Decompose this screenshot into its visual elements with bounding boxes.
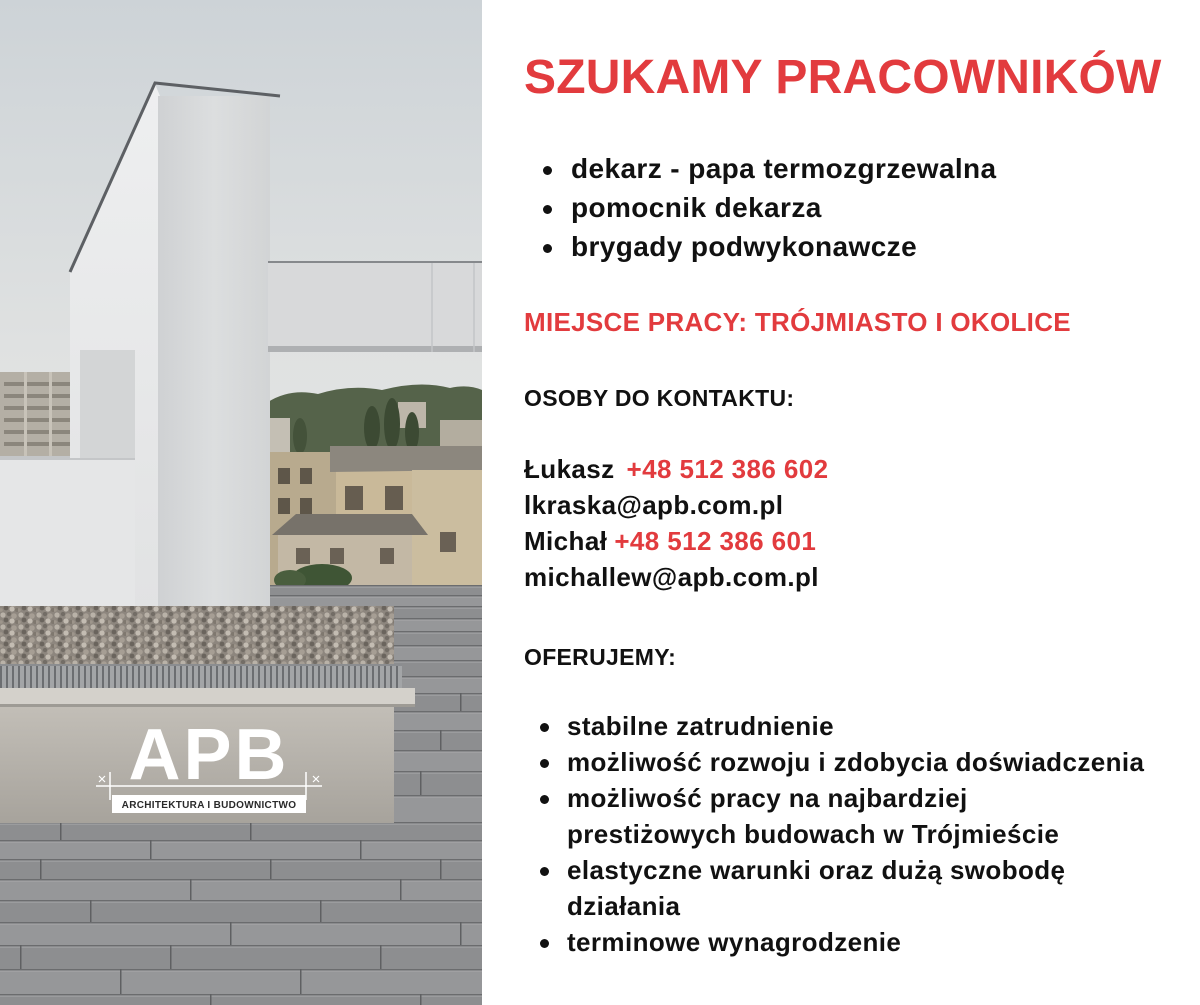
offer-item bbox=[536, 708, 1144, 744]
deck-plank-joint bbox=[0, 900, 482, 902]
deck-plank-end bbox=[270, 859, 272, 879]
deck-plank-joint bbox=[0, 922, 482, 924]
bullet-icon bbox=[543, 166, 552, 175]
planter-ledge-shadow bbox=[0, 704, 415, 707]
deck-plank-end bbox=[320, 900, 322, 922]
position-item bbox=[540, 149, 997, 188]
building-window bbox=[345, 486, 363, 510]
deck-plank bbox=[0, 969, 482, 994]
deck-plank-joint bbox=[0, 994, 482, 996]
beam bbox=[268, 262, 482, 352]
deck-plank bbox=[0, 922, 482, 945]
deck-plank-highlight bbox=[0, 971, 482, 972]
contacts-heading: OSOBY DO KONTAKTU: bbox=[524, 385, 795, 411]
pillar-front-face bbox=[158, 96, 270, 612]
offer-item-text: możliwość pracy na najbardziej bbox=[567, 783, 968, 813]
house-window bbox=[296, 548, 310, 564]
contact-phone: +48 512 386 601 bbox=[614, 526, 817, 556]
ad-content bbox=[482, 0, 1200, 1005]
deck-plank-end bbox=[170, 945, 172, 969]
block-pilaster bbox=[24, 372, 27, 462]
deck-plank-end bbox=[400, 879, 402, 900]
block-pilaster bbox=[49, 372, 52, 462]
deck-plank-joint bbox=[0, 879, 482, 881]
cypress-tree bbox=[384, 398, 400, 450]
bullet-icon bbox=[540, 867, 549, 876]
gravel-bed bbox=[0, 606, 394, 666]
deck-plank-end bbox=[380, 945, 382, 969]
deck-plank-highlight bbox=[0, 824, 482, 825]
offer-list bbox=[536, 708, 1144, 960]
cypress-tree bbox=[364, 406, 380, 450]
deck-plank-end bbox=[420, 994, 422, 1005]
deck-plank-end bbox=[460, 693, 462, 711]
offer-item bbox=[536, 852, 1144, 924]
house-roof bbox=[272, 514, 428, 535]
logo-tagline: ARCHITEKTURA I BUDOWNICTWO bbox=[121, 800, 297, 811]
contact-phone-row bbox=[524, 451, 828, 487]
offer-item-text: działania bbox=[567, 891, 681, 921]
offer-item-text: elastyczne warunki oraz dużą swobodę bbox=[567, 855, 1066, 885]
block-window-row bbox=[4, 394, 70, 398]
cypress-tree bbox=[293, 418, 307, 454]
deck-plank-end bbox=[250, 822, 252, 840]
deck-plank-highlight bbox=[0, 861, 482, 862]
contact-phone: +48 512 386 602 bbox=[626, 454, 829, 484]
offer-item-text: możliwość rozwoju i zdobycia doświadczenia bbox=[567, 747, 1145, 777]
deck-plank-end bbox=[120, 969, 122, 994]
deck-plank-end bbox=[210, 994, 212, 1005]
block-window-row bbox=[4, 418, 70, 422]
deck-plank-end bbox=[360, 840, 362, 859]
bullet-icon bbox=[540, 795, 549, 804]
deck-plank bbox=[0, 840, 482, 859]
contacts-block bbox=[524, 451, 828, 595]
position-label: brygady podwykonawcze bbox=[571, 231, 918, 262]
building-window bbox=[300, 498, 312, 514]
deck-plank-joint bbox=[0, 945, 482, 947]
deck-plank-joint bbox=[0, 859, 482, 861]
deck-plank bbox=[0, 879, 482, 900]
deck-plank-end bbox=[190, 879, 192, 900]
deck-plank-end bbox=[40, 859, 42, 879]
building-roof-edge bbox=[330, 446, 482, 472]
block-window-row bbox=[4, 430, 70, 434]
frame-inner-face bbox=[80, 350, 135, 458]
deck-plank-joint bbox=[0, 969, 482, 971]
bullet-icon bbox=[540, 759, 549, 768]
building-window bbox=[278, 468, 290, 484]
deck-plank-end bbox=[90, 900, 92, 922]
deck-plank-highlight bbox=[0, 996, 482, 997]
distant-apartment-block bbox=[0, 372, 75, 462]
workplace-line: MIEJSCE PRACY: TRÓJMIASTO I OKOLICE bbox=[524, 307, 1071, 337]
offer-item-text: terminowe wynagrodzenie bbox=[567, 927, 902, 957]
deck-plank-highlight bbox=[0, 924, 482, 925]
planter-ledge bbox=[0, 688, 415, 706]
deck-plank-end bbox=[420, 771, 422, 795]
offer-item-text: prestiżowych budowach w Trójmieście bbox=[567, 819, 1060, 849]
building-window bbox=[300, 468, 312, 484]
bullet-icon bbox=[543, 244, 552, 253]
block-window-row bbox=[4, 442, 70, 446]
drainage-grate bbox=[0, 664, 402, 690]
position-label: pomocnik dekarza bbox=[571, 192, 822, 223]
deck-plank-end bbox=[150, 840, 152, 859]
offer-item bbox=[536, 924, 1144, 960]
town-buildings bbox=[268, 446, 482, 592]
deck-plank-end bbox=[440, 859, 442, 879]
town-building bbox=[412, 470, 482, 585]
rooftop-photo bbox=[0, 0, 482, 1005]
logo-mark: APB bbox=[128, 715, 290, 795]
house-window bbox=[330, 548, 344, 564]
hill-building bbox=[440, 420, 482, 450]
deck-plank-highlight bbox=[0, 902, 482, 903]
offer-item bbox=[536, 780, 1144, 852]
offer-heading: OFERUJEMY: bbox=[524, 644, 677, 670]
block-window-row bbox=[4, 406, 70, 410]
deck-plank-end bbox=[230, 922, 232, 945]
deck-plank-end bbox=[440, 730, 442, 750]
bullet-icon bbox=[540, 723, 549, 732]
deck-plank-end bbox=[60, 822, 62, 840]
parapet-wall bbox=[0, 458, 140, 610]
bullet-icon bbox=[540, 939, 549, 948]
deck-plank-joint bbox=[0, 840, 482, 842]
deck-plank-highlight bbox=[0, 881, 482, 882]
deck-plank-highlight bbox=[0, 842, 482, 843]
contact-name: Michał bbox=[524, 526, 608, 556]
rooftop-photo-illustration bbox=[0, 0, 482, 1005]
beam-shadow bbox=[268, 346, 482, 352]
deck-plank-end bbox=[460, 922, 462, 945]
house-window bbox=[380, 548, 394, 564]
offer-item-text: stabilne zatrudnienie bbox=[567, 711, 835, 741]
contact-phone-row bbox=[524, 523, 828, 559]
positions-list bbox=[540, 149, 997, 266]
bullet-icon bbox=[543, 205, 552, 214]
building-window bbox=[440, 532, 456, 552]
parapet bbox=[0, 456, 140, 610]
deck-plank-end bbox=[300, 969, 302, 994]
deck-plank-end bbox=[20, 945, 22, 969]
building-window bbox=[278, 498, 290, 514]
building-window bbox=[385, 486, 403, 510]
position-item bbox=[540, 227, 997, 266]
grate-edge bbox=[0, 664, 402, 666]
apb-logo bbox=[96, 715, 322, 813]
contact-email: lkraska@apb.com.pl bbox=[524, 490, 784, 520]
position-item bbox=[540, 188, 997, 227]
position-label: dekarz - papa termozgrzewalna bbox=[571, 153, 997, 184]
contact-email: michallew@apb.com.pl bbox=[524, 562, 819, 592]
deck-plank-highlight bbox=[0, 947, 482, 948]
block-window-row bbox=[4, 382, 70, 386]
page-title: SZUKAMY PRACOWNIKÓW bbox=[524, 51, 1162, 104]
contact-name: Łukasz bbox=[524, 454, 615, 484]
offer-item bbox=[536, 744, 1144, 780]
